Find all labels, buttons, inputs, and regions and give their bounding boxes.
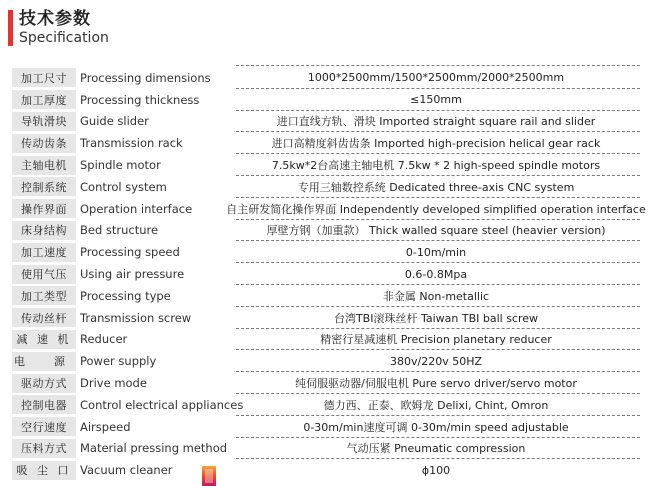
spec-row-transmission-rack	[12, 132, 640, 154]
spec-value: 德力西、正泰、欧姆龙 Delixi, Chint, Omron	[232, 394, 640, 416]
page-title-en: Specification	[19, 30, 109, 46]
spec-row-transmission-screw	[12, 307, 640, 329]
spec-value: 纯伺服驱动器/伺服电机 Pure servo driver/servo motor	[232, 372, 640, 394]
spec-label-cn: 床身结构	[12, 221, 76, 240]
spec-label-cn: 减 速 机	[12, 330, 76, 349]
spec-row-power-supply	[12, 350, 640, 372]
spec-row-bed-structure	[12, 220, 640, 242]
spec-label-en: Transmission rack	[80, 136, 183, 151]
spec-value: 7.5kw*2台高速主轴电机 7.5kw * 2 high-speed spindle motors	[232, 154, 640, 176]
spec-row-processing-type	[12, 285, 640, 307]
spec-label-en: Control electrical appliances	[80, 397, 244, 412]
spec-value: 精密行星减速机 Precision planetary reducer	[232, 329, 640, 351]
spec-label-cn: 加工厚度	[12, 90, 76, 109]
spec-row-control-electrical	[12, 394, 640, 416]
spec-label-cn: 驱动方式	[12, 374, 76, 393]
spec-value: 进口高精度斜齿齿条 Imported high-precision helical gear rack	[232, 132, 640, 154]
spec-row-control-system	[12, 176, 640, 198]
spec-value: 台湾TBI滚珠丝杆 Taiwan TBI ball screw	[232, 307, 640, 329]
spec-label-en: Control system	[80, 179, 167, 194]
brand-logo-icon	[202, 466, 216, 486]
spec-label-cn: 压料方式	[12, 439, 76, 458]
spec-label-en: Transmission screw	[80, 310, 192, 325]
page-title-cn: 技术参数	[19, 9, 91, 29]
spec-row-vacuum-cleaner	[12, 459, 640, 481]
spec-label-cn: 加工速度	[12, 243, 76, 262]
spec-value: 0-10m/min	[232, 241, 640, 263]
spec-row-air-pressure	[12, 263, 640, 285]
spec-row-processing-dimensions	[12, 67, 640, 89]
spec-label-cn: 控制电器	[12, 395, 76, 414]
section-header	[8, 8, 109, 48]
spec-label-en: Processing dimensions	[80, 70, 211, 85]
spec-value: ϕ100	[421, 463, 451, 477]
spec-label-cn: 传动丝杆	[12, 308, 76, 327]
spec-label-en: Processing thickness	[80, 92, 200, 107]
spec-label-cn: 操作界面	[12, 199, 76, 218]
spec-table	[12, 67, 646, 481]
spec-row-operation-interface	[12, 198, 646, 220]
spec-value: 气动压紧 Pneumatic compression	[232, 438, 640, 460]
spec-row-processing-thickness	[12, 89, 640, 111]
spec-label-cn: 加工尺寸	[12, 68, 76, 87]
spec-row-processing-speed	[12, 241, 640, 263]
spec-label-en: Material pressing method	[80, 441, 228, 456]
spec-label-en: Reducer	[80, 332, 128, 347]
spec-value: 0.6-0.8Mpa	[232, 263, 640, 285]
spec-label-en: Processing type	[80, 288, 171, 303]
spec-label-en: Airspeed	[80, 419, 131, 434]
header-text	[19, 8, 109, 48]
spec-value: 进口直线方轨、滑块 Imported straight square rail and slider	[232, 111, 640, 133]
spec-row-airspeed	[12, 416, 640, 438]
spec-label-en: Vacuum cleaner	[80, 463, 173, 478]
spec-label-en: Power supply	[80, 354, 157, 369]
spec-value: 厚壁方钢（加重款） Thick walled square steel (heavier version)	[232, 220, 640, 242]
spec-label-cn: 主轴电机	[12, 156, 76, 175]
spec-label-en: Drive mode	[80, 376, 147, 391]
spec-label-cn: 使用气压	[12, 265, 76, 284]
spec-label-en: Using air pressure	[80, 267, 185, 282]
spec-value: 0-30m/min速度可调 0-30m/min speed adjustable	[232, 416, 640, 438]
spec-label-cn: 空行速度	[12, 417, 76, 436]
spec-label-cn: 传动齿条	[12, 134, 76, 153]
spec-value: 自主研发简化操作界面 Independently developed simplified operation interface	[232, 198, 640, 220]
spec-row-spindle-motor	[12, 154, 640, 176]
spec-value: 非金属 Non-metallic	[232, 285, 640, 307]
spec-value: 380v/220v 50HZ	[232, 350, 640, 372]
spec-value: ≤150mm	[232, 89, 640, 111]
spec-label-cn: 导轨滑块	[12, 112, 76, 131]
spec-label-en: Bed structure	[80, 223, 159, 238]
spec-row-guide-slider	[12, 111, 640, 133]
spec-value: 1000*2500mm/1500*2500mm/2000*2500mm	[232, 67, 640, 89]
spec-row-reducer	[12, 329, 640, 351]
spec-value: 专用三轴数控系统 Dedicated three-axis CNC system	[232, 176, 640, 198]
spec-label-cn: 电 源	[12, 352, 76, 371]
spec-label-en: Operation interface	[80, 201, 193, 216]
accent-bar	[8, 10, 13, 46]
spec-row-drive-mode	[12, 372, 640, 394]
spec-label-en: Spindle motor	[80, 158, 161, 173]
spec-row-pressing-method	[12, 438, 640, 460]
spec-label-en: Processing speed	[80, 245, 180, 260]
spec-label-cn: 加工类型	[12, 286, 76, 305]
spec-label-cn: 吸 尘 口	[12, 461, 76, 480]
spec-label-en: Guide slider	[80, 114, 149, 129]
spec-label-cn: 控制系统	[12, 177, 76, 196]
